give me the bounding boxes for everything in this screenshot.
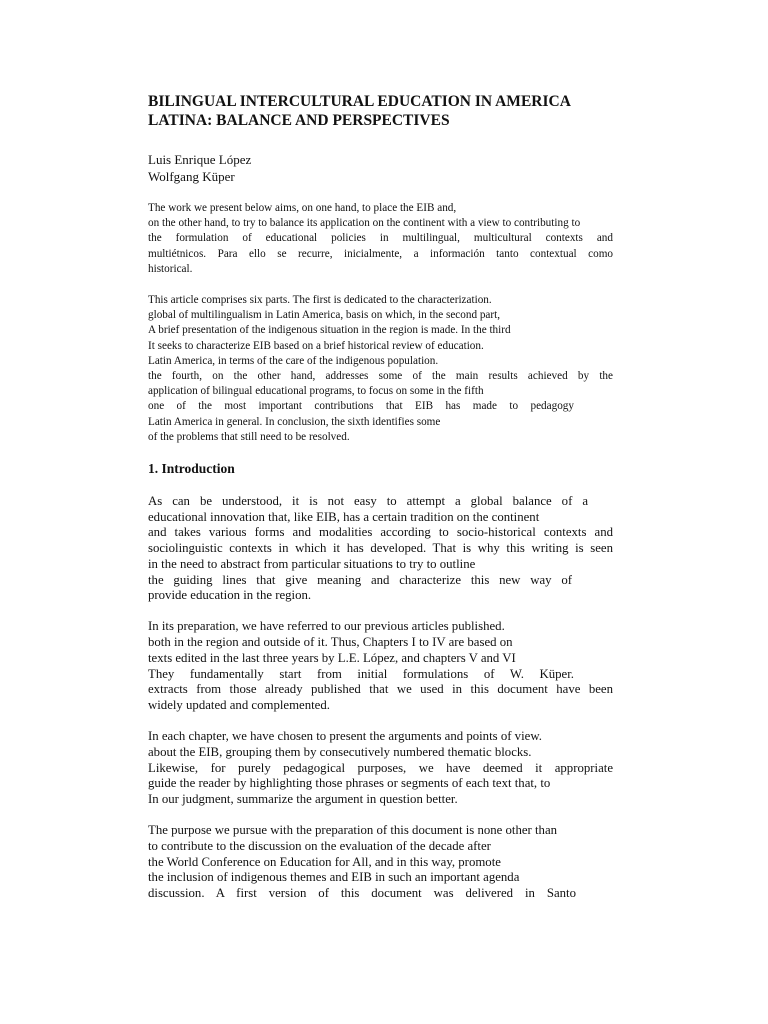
text-line: to contribute to the discussion on the evaluation of the decade after — [148, 838, 491, 853]
text-line: Latin America in general. In conclusion, the sixth identifies some — [148, 415, 441, 428]
text-line: application of bilingual educational programs, to focus on some in the fifth — [148, 385, 484, 398]
body-paragraph-2 — [148, 619, 613, 713]
text-line: provide education in the region. — [148, 588, 312, 603]
body-paragraph-4 — [148, 823, 613, 902]
text-line: of the problems that still need to be resolved. — [148, 430, 350, 443]
text-line: on the other hand, to try to balance its application on the continent with a view to contributing to — [148, 217, 581, 230]
text-line: In each chapter, we have chosen to present the arguments and points of view. — [148, 729, 542, 744]
abstract-paragraph-2 — [148, 293, 613, 445]
text-line: the guiding lines that give meaning and characterize this new way of — [148, 572, 572, 587]
document-title — [148, 92, 613, 130]
text-line: widely updated and complemented. — [148, 697, 330, 712]
body-paragraph-1 — [148, 494, 613, 604]
text-line: historical. — [148, 262, 193, 275]
text-line: one of the most important contributions that EIB has made to pedagogy — [148, 400, 574, 413]
author-name: Wolfgang Küper — [148, 169, 235, 184]
body-paragraph-3 — [148, 729, 613, 808]
text-line: global of multilingualism in Latin America, basis on which, in the second part, — [148, 309, 501, 322]
text-line: This article comprises six parts. The first is dedicated to the characterization. — [148, 294, 492, 307]
text-line: discussion. A first version of this document was delivered in Santo — [148, 886, 576, 901]
text-line: The work we present below aims, on one hand, to place the EIB and, — [148, 202, 457, 214]
text-line: texts edited in the last three years by L.E. López, and chapters V and VI — [148, 650, 516, 665]
text-line: Latin America, in terms of the care of the indigenous population. — [148, 354, 439, 367]
author-name: Luis Enrique López — [148, 152, 252, 167]
text-line: and takes various forms and modalities according to socio-historical contexts and — [148, 525, 613, 540]
text-line: both in the region and outside of it. Thus, Chapters I to IV are based on — [148, 635, 513, 650]
text-line: A brief presentation of the indigenous situation in the region is made. In the third — [148, 324, 511, 337]
title-line-2: LATINA: BALANCE AND PERSPECTIVES — [148, 112, 450, 129]
text-line: the fourth, on the other hand, addresses some of the main results achieved by the — [148, 370, 613, 383]
author-list — [148, 151, 613, 185]
text-line: in the need to abstract from particular situations to try to outline — [148, 556, 476, 571]
text-line: extracts from those already published that we used in this document have been — [148, 682, 613, 697]
text-line: about the EIB, grouping them by consecutively numbered thematic blocks. — [148, 744, 532, 759]
text-line: Likewise, for purely pedagogical purposes, we have deemed it appropriate — [148, 760, 613, 775]
document-page — [148, 92, 613, 902]
section-heading: 1. Introduction — [148, 461, 235, 477]
text-line: In our judgment, summarize the argument in question better. — [148, 792, 458, 806]
text-line: multiétnicos. Para ello se recurre, inicialmente, a información tanto contextual como — [148, 247, 613, 260]
text-line: In its preparation, we have referred to our previous articles published. — [148, 619, 505, 634]
text-line: sociolinguistic contexts in which it has developed. That is why this writing is seen — [148, 541, 613, 556]
abstract-paragraph-1 — [148, 201, 613, 277]
text-line: the inclusion of indigenous themes and EIB in such an important agenda — [148, 870, 520, 885]
text-line: It seeks to characterize EIB based on a brief historical review of education. — [148, 339, 484, 352]
text-line: the formulation of educational policies in multilingual, multicultural contexts and — [148, 232, 613, 245]
text-line: As can be understood, it is not easy to attempt a global balance of a — [148, 494, 588, 509]
text-line: educational innovation that, like EIB, has a certain tradition on the continent — [148, 509, 540, 524]
text-line: guide the reader by highlighting those phrases or segments of each text that, to — [148, 776, 551, 791]
text-line: the World Conference on Education for All, and in this way, promote — [148, 854, 501, 869]
text-line: They fundamentally start from initial formulations of W. Küper. — [148, 666, 574, 681]
text-line: The purpose we pursue with the preparation of this document is none other than — [148, 823, 558, 838]
title-line-1: BILINGUAL INTERCULTURAL EDUCATION IN AMERICA — [148, 93, 571, 110]
